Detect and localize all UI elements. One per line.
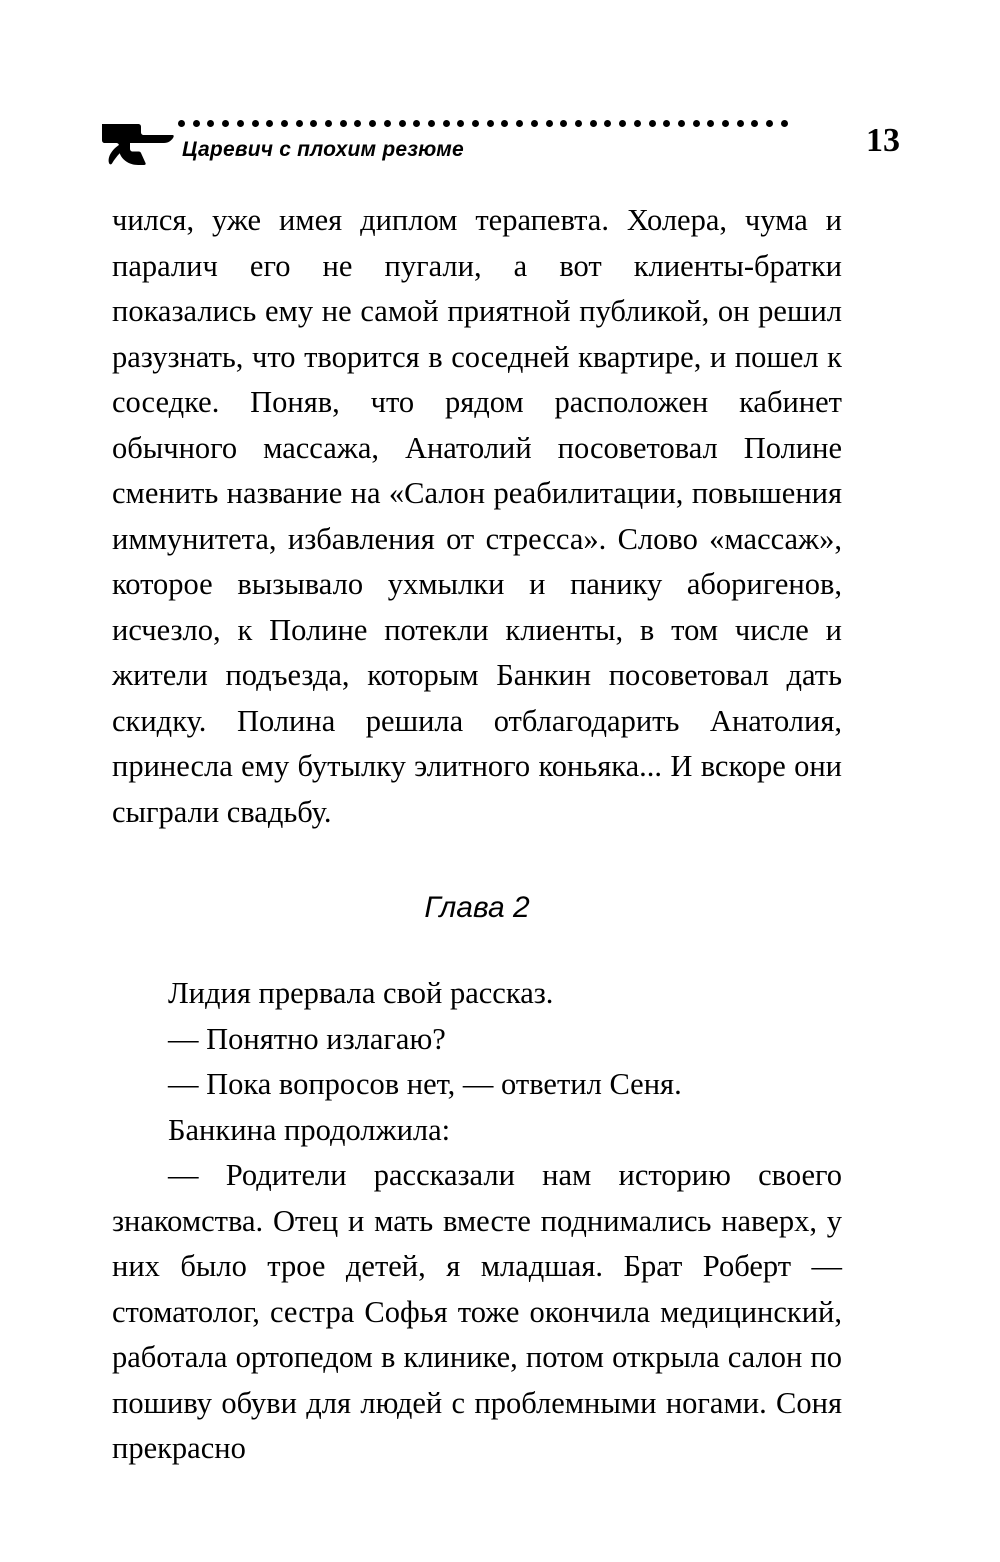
page-number: 13	[866, 122, 900, 159]
paragraph-lidia: Лидия прервала свой рассказ.	[168, 976, 554, 1010]
page-content	[112, 198, 842, 1472]
book-title: Царевич с плохим резюме	[182, 138, 464, 161]
spacer-before-chapter	[112, 835, 842, 891]
paragraph-bankina: Банкина продолжила:	[168, 1112, 451, 1147]
paragraph-continued: чился, уже имея диплом терапевта. Холера, чума и паралич его не пугали, а вот клиенты-братки показались ему не самой приятной публикой, он решил разузнать, что творится в соседней квартире, и пошел к соседке. Поняв, что рядом расположен кабинет обычного массажа, Анатолий посоветовал Полине сменить название на «Салон реабилитации, повышения иммунитета, избавления от стресса». Слово «массаж», которое вызывало ухмылки и панику аборигенов, исчезло, к Полине потекли клиенты, в том числе и жители подъезда, которым Банкин посоветовал дать скидку. Полина решила отблагодарить Анатолия, принесла ему бутылку элитного коньяка... И вскоре они сыграли свадьбу.	[112, 203, 842, 829]
paragraph-dialog-2: — Пока вопросов нет, — ответил Сеня.	[168, 1067, 682, 1101]
running-header	[100, 110, 900, 182]
spacer-after-chapter	[112, 925, 842, 971]
chapter-title: Глава 2	[424, 891, 530, 924]
paragraph-dialog-3: — Родители рассказали нам историю своего знакомства. Отец и мать вместе поднимались наверх, у них было трое детей, я младшая. Брат Роберт — стоматолог, сестра Софья тоже окончила медицинский, работала ортопедом в клинике, потом открыла салон по пошиву обуви для людей с проблемными ногами. Соня прекрасно	[112, 1158, 842, 1465]
gun-icon	[100, 118, 176, 174]
paragraph-dialog-1: — Понятно излагаю?	[168, 1021, 446, 1056]
header-dot-rule	[178, 118, 788, 128]
